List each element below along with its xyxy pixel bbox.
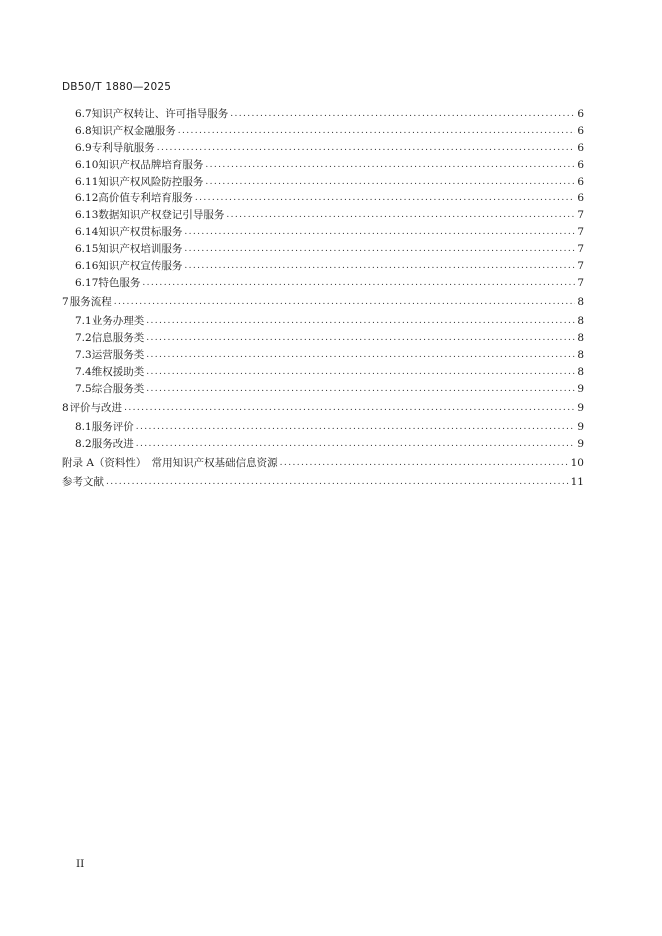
- toc-entry-title: 知识产权转让、许可指导服务: [91, 107, 229, 120]
- toc-entry-page: 11: [570, 475, 584, 488]
- toc-entry-number: 7.4: [75, 365, 92, 378]
- toc-entry-page: 9: [577, 401, 584, 414]
- toc-entry-page: 6: [577, 192, 584, 205]
- toc-entry-page: 7: [577, 260, 584, 272]
- toc-dot-leader: [114, 294, 576, 311]
- toc-entry-number: 8.2: [75, 437, 92, 450]
- toc-entry-page: 6: [577, 107, 584, 120]
- toc-entry-number: 6.15: [75, 243, 99, 256]
- toc-entry-page: 8: [577, 365, 584, 378]
- toc-dot-leader: [106, 474, 569, 491]
- toc-dot-leader: [226, 207, 575, 224]
- toc-dot-leader: [146, 347, 575, 364]
- document-code: DB50/T 1880—2025: [62, 81, 172, 93]
- toc-entry-page: 6: [577, 175, 584, 188]
- toc-entry[interactable]: [62, 123, 584, 140]
- toc-entry-title: 综合服务类: [91, 382, 145, 395]
- toc-dot-leader: [230, 106, 575, 123]
- toc-entry-title: 知识产权宣传服务: [98, 260, 183, 272]
- toc-entry[interactable]: [62, 157, 584, 174]
- toc-entry-number: 7.1: [75, 315, 92, 328]
- toc-entry[interactable]: [62, 258, 584, 275]
- toc-entry[interactable]: [62, 419, 584, 436]
- toc-entry-title: 运营服务类: [91, 348, 145, 361]
- toc-dot-leader: [136, 436, 576, 453]
- toc-entry-page: 9: [577, 437, 584, 450]
- toc-entry[interactable]: [62, 364, 584, 381]
- toc-entry[interactable]: [62, 275, 584, 292]
- toc-entry[interactable]: [62, 455, 584, 472]
- toc-entry-number: 7.3: [75, 348, 92, 361]
- toc-entry-title: 维权援助类: [91, 365, 145, 378]
- toc-dot-leader: [184, 241, 575, 258]
- toc-entry-number: 6.14: [75, 226, 99, 239]
- toc-dot-leader: [124, 400, 575, 417]
- toc-entry-title: 信息服务类: [91, 331, 145, 344]
- toc-entry-title: 知识产权培训服务: [98, 243, 183, 256]
- toc-dot-leader: [184, 224, 575, 241]
- toc-entry-page: 8: [577, 348, 584, 361]
- toc-entry-page: 7: [577, 226, 584, 239]
- toc-entry-number: 6.13: [75, 209, 99, 222]
- toc-entry-number: 6.17: [75, 276, 99, 289]
- toc-dot-leader: [205, 157, 575, 174]
- toc-entry[interactable]: [62, 294, 584, 311]
- toc-entry-title: 知识产权金融服务: [91, 124, 176, 137]
- toc-entry-page: 7: [577, 209, 584, 222]
- toc-dot-leader: [195, 190, 575, 207]
- toc-entry-page: 10: [570, 456, 584, 469]
- page-number: II: [76, 858, 85, 870]
- toc-entry-number: 6.9: [75, 141, 92, 154]
- toc-dot-leader: [136, 419, 576, 436]
- toc-entry-title: 高价值专利培育服务: [98, 192, 193, 205]
- toc-entry-title: 特色服务: [98, 276, 141, 289]
- toc-entry-title: 服务流程: [69, 295, 112, 308]
- toc-entry[interactable]: [62, 474, 584, 491]
- toc-entry[interactable]: [62, 207, 584, 224]
- toc-entry-number: 7.2: [75, 331, 92, 344]
- toc-dot-leader: [146, 364, 575, 381]
- toc-entry-title: 评价与改进: [69, 401, 123, 414]
- toc-dot-leader: [280, 455, 569, 472]
- toc-dot-leader: [205, 174, 575, 191]
- toc-entry[interactable]: [62, 224, 584, 241]
- toc-entry-title: 附录 A（资料性） 常用知识产权基础信息资源: [62, 456, 278, 469]
- toc-entry-title: 服务改进: [91, 437, 134, 450]
- toc-entry[interactable]: [62, 140, 584, 157]
- toc-dot-leader: [157, 140, 576, 157]
- toc-entry-number: 6.11: [75, 175, 99, 188]
- toc-entry[interactable]: [62, 400, 584, 417]
- toc-entry-title: 数据知识产权登记引导服务: [98, 209, 225, 222]
- toc-entry-page: 8: [577, 315, 584, 328]
- toc-entry-title: 业务办理类: [91, 315, 145, 328]
- toc-dot-leader: [184, 258, 575, 275]
- toc-entry[interactable]: [62, 436, 584, 453]
- toc-entry-number: 6.12: [75, 192, 99, 205]
- toc-entry-number: 6.8: [75, 124, 92, 137]
- toc-entry[interactable]: [62, 381, 584, 398]
- toc-dot-leader: [142, 275, 575, 292]
- toc-entry-title: 知识产权风险防控服务: [98, 175, 204, 188]
- toc-entry[interactable]: [62, 174, 584, 191]
- toc-entry-number: 8.1: [75, 420, 92, 433]
- toc-entry-page: 8: [577, 295, 584, 308]
- toc-entry-page: 9: [577, 382, 584, 395]
- toc-entry[interactable]: [62, 241, 584, 258]
- toc-entry-title: 知识产权品牌培育服务: [98, 158, 204, 171]
- toc-entry-title: 知识产权贯标服务: [98, 226, 183, 239]
- toc-dot-leader: [146, 330, 575, 347]
- toc-dot-leader: [178, 123, 576, 140]
- toc-entry-page: 9: [577, 420, 584, 433]
- toc-entry-page: 6: [577, 158, 584, 171]
- toc-entry[interactable]: [62, 330, 584, 347]
- table-of-contents: [62, 106, 584, 493]
- toc-entry-number: 7: [62, 295, 69, 308]
- toc-entry-number: 6.10: [75, 158, 99, 171]
- toc-dot-leader: [146, 313, 575, 330]
- toc-entry-page: 7: [577, 243, 584, 256]
- toc-entry-number: 7.5: [75, 382, 92, 395]
- toc-entry[interactable]: [62, 347, 584, 364]
- toc-entry-page: 7: [577, 276, 584, 289]
- toc-entry[interactable]: [62, 106, 584, 123]
- toc-entry-page: 6: [577, 141, 584, 154]
- toc-entry-page: 8: [577, 331, 584, 344]
- toc-entry-number: 6.16: [75, 260, 99, 272]
- toc-entry-number: 8: [62, 401, 69, 414]
- toc-entry[interactable]: [62, 313, 584, 330]
- toc-entry-title: 参考文献: [62, 475, 104, 488]
- toc-entry-title: 专利导航服务: [91, 141, 155, 154]
- toc-entry-title: 服务评价: [91, 420, 134, 433]
- toc-entry-number: 6.7: [75, 107, 92, 120]
- toc-dot-leader: [146, 381, 575, 398]
- toc-entry-page: 6: [577, 124, 584, 137]
- toc-entry[interactable]: [62, 190, 584, 207]
